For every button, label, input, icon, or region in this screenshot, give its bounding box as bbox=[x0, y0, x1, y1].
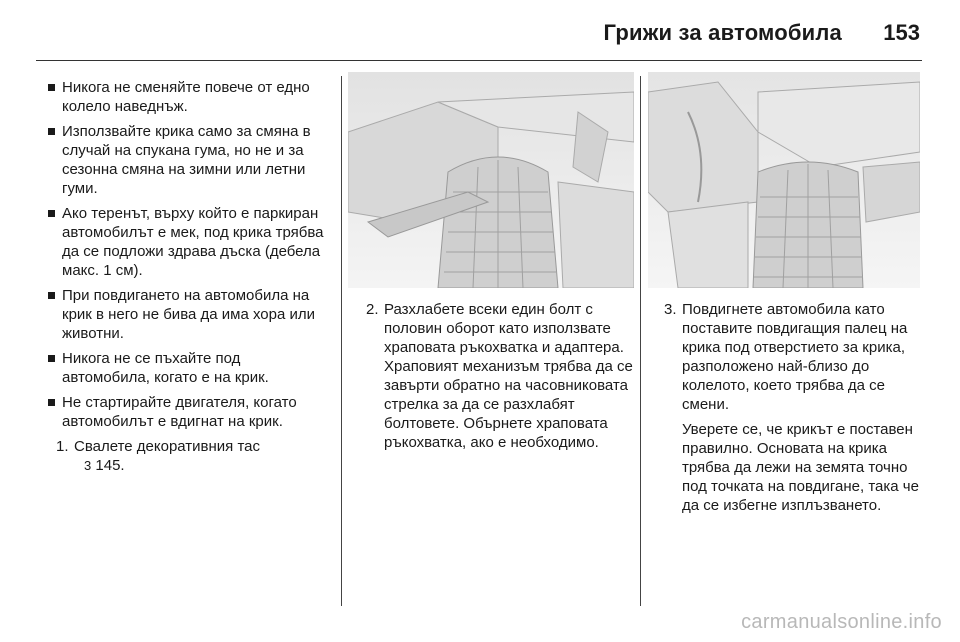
column-1 bbox=[42, 78, 330, 475]
header-rule bbox=[36, 60, 922, 61]
watermark: carmanualsonline.info bbox=[741, 611, 942, 633]
step-1 bbox=[42, 437, 330, 475]
page-header bbox=[0, 0, 960, 62]
step-text: Свалете декоративния тас bbox=[74, 438, 261, 455]
step-text: Разхлабете всеки един болт с половин оборот като използвате храповата ръкохватка и адаптера. Храповият механизъм трябва да се завърти обратно на часовниковата стрелка за да се разхлабят болтовете. Обърнете храповата ръкохватка, ако е необходимо. bbox=[384, 301, 633, 451]
reference-arrow-icon: 3 bbox=[84, 458, 92, 473]
bullet-item: Не стартирайте двигателя, когато автомобилът е вдигнат на крик. bbox=[42, 393, 330, 431]
step-number: 3. bbox=[664, 301, 677, 318]
bullet-item: Никога не сменяйте повече от едно колело наведнъж. bbox=[42, 78, 330, 116]
illustration-loosen-bolts bbox=[348, 72, 634, 288]
step-note: Уверете се, че крикът е поставен правилно. Основата на крика трябва да лежи на земята точно под точката на повдигане, така че да се избегне изплъзването. bbox=[682, 421, 919, 514]
bullet-item: При повдигането на автомобила на крик в него не бива да има хора или животни. bbox=[42, 286, 330, 343]
step-text: Повдигнете автомобила като поставите повдигащия палец на крика под отверстието за крика, разположено най-близо до колелото, което трябва да се смени. bbox=[682, 301, 908, 413]
step-3 bbox=[664, 300, 926, 521]
column-divider-2 bbox=[640, 76, 641, 606]
step-number: 1. bbox=[56, 438, 69, 455]
bullet-item: Използвайте крика само за смяна в случай на спукана гума, но не и за сезонна смяна на зимни или летни гуми. bbox=[42, 122, 330, 198]
page-title: Грижи за автомобила bbox=[603, 20, 842, 45]
illustration-jack-position bbox=[648, 72, 920, 288]
bullet-item: Ако теренът, върху който е паркиран автомобилът е мек, под крика трябва да се подложи здрава дъска (дебела макс. 1 см). bbox=[42, 204, 330, 280]
reference-page: 145. bbox=[95, 457, 125, 474]
bullet-item: Никога не се пъхайте под автомобила, когато е на крик. bbox=[42, 349, 330, 387]
page-reference[interactable] bbox=[74, 456, 330, 475]
step-number: 2. bbox=[366, 301, 379, 318]
step-2 bbox=[366, 300, 634, 458]
page-number: 153 bbox=[883, 20, 920, 45]
column-divider-1 bbox=[341, 76, 342, 606]
